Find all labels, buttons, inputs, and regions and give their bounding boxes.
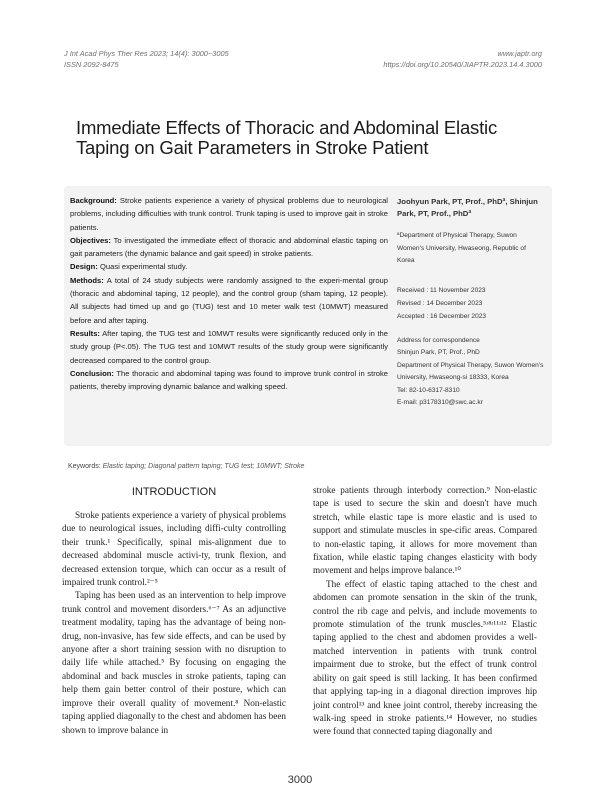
received-date: Received : 11 November 2023	[397, 286, 486, 294]
abstract-conclusion	[70, 367, 388, 394]
page-number: 3000	[287, 774, 313, 786]
abstract-results	[70, 327, 388, 367]
correspondence-email[interactable]: E-mail: p3178310@swc.ac.kr	[397, 399, 483, 406]
conclusion-label: Conclusion:	[70, 368, 114, 378]
correspondence-tel: Tel: 82-10-6317-8310	[397, 386, 460, 394]
journal-header-left	[64, 48, 229, 70]
intro-paragraph-3: stroke patients through interbody correction.⁹ Non-elastic tape is used to secure the skin and doesn't have much stretch, while elastic tape is more elastic and is used to support and stimulate muscles in spe-cific areas. Compared to non-elastic taping, it allows for more movement than fixation, while elastic taping changes elasticity with body movement and helps improve balance.¹⁰	[313, 485, 537, 576]
article-info	[397, 196, 545, 410]
keywords-text: Elastic taping; Diagonal pattern taping; TUG test; 10MWT; Stroke	[100, 463, 305, 470]
doi-link[interactable]: https://doi.org/10.20540/JIAPTR.2023.14.4.3000	[383, 60, 542, 69]
author-list: Joohyun Park, PT, Prof., PhDª, Shinjun Park, PT, Prof., PhDª	[397, 197, 538, 218]
abstract-design	[70, 260, 388, 273]
correspondence-department: Department of Physical Therapy, Suwon Women's University, Hwaseong-si 18333, Korea	[397, 361, 544, 381]
section-heading-introduction: INTRODUCTION	[131, 486, 217, 498]
journal-citation: J Int Acad Phys Ther Res 2023; 14(4): 3000~3005	[64, 49, 229, 58]
results-label: Results:	[70, 328, 100, 338]
intro-paragraph-1: Stroke patients experience a variety of physical problems due to neurological issues, including diffi-culty controlling their trunk.¹ Specifically, spinal mis-alignment due to decreased abdominal muscle activi-ty, trunk flexion, and decreased extension torque, which can occur as a result of impaired trunk control.²⁻⁵	[62, 510, 286, 588]
design-text: Quasi experimental study.	[97, 262, 188, 272]
author-affiliation: ªDepartment of Physical Therapy, Suwon Women's University, Hwaseong, Republic of Korea	[397, 232, 526, 264]
abstract-box	[64, 186, 552, 446]
journal-header-right	[383, 48, 542, 70]
keywords-label: Keywords:	[68, 463, 101, 470]
background-label: Background:	[70, 196, 117, 205]
body-column-right	[313, 484, 537, 739]
objectives-text: To investigated the immediate effect of thoracic and abdominal elastic taping on gait parameters (the dynamic balance and gait speed) in stroke patients.	[70, 235, 388, 259]
methods-text: A total of 24 study subjects were randomly assigned to the experi-mental group (thoracic and abdominal taping, 12 people), and the control group (sham taping, 12 people). All subjects had timed up and go (TUG) test and 10 meter walk test (10MWT) measured before and after taping.	[70, 275, 388, 325]
methods-label: Methods:	[70, 275, 104, 285]
intro-paragraph-2: Taping has been used as an intervention to help improve trunk control and movement disorders.⁶⁻⁷ As an adjunctive treatment modality, taping has the advantage of being non-drug, non-invasive, has few side effects, and can be used by anyone after a short training session with no disruption to daily life while attached.⁵ By focusing on engaging the abdominal and back muscles in stroke patients, taping can help them gain better control of their posture, which can improve their overall quality of movement.⁸ Non-elastic taping applied diagonally to the chest and abdomen has been shown to improve balance in	[62, 590, 286, 735]
keywords-line	[68, 463, 304, 470]
journal-site-link[interactable]: www.japtr.org	[497, 49, 542, 58]
revised-date: Revised : 14 December 2023	[397, 299, 483, 307]
design-label: Design:	[70, 262, 98, 272]
objectives-label: Objectives:	[70, 235, 111, 245]
conclusion-text: The thoracic and abdominal taping was found to improve trunk control in stroke patients, thereby improving dynamic balance and walking speed.	[70, 368, 388, 392]
accepted-date: Accepted : 16 December 2023	[397, 312, 487, 320]
background-text: Stroke patients experience a variety of physical problems due to neurological problems, including difficulties with trunk control. Trunk taping is used to improve gait in stroke patients.	[70, 196, 388, 232]
abstract-methods	[70, 274, 388, 327]
article-dates	[397, 284, 545, 323]
results-text: After taping, the TUG test and 10MWT results were significantly reduced only in the study group (P<.05). The TUG test and 10MWT results of the study group were significantly decreased compared to the control group.	[70, 328, 388, 365]
intro-paragraph-4: The effect of elastic taping attached to the chest and abdomen can promote sensation in the skin of the trunk, control the rib cage and pelvis, and include movements to promote stimulation of the trunk muscles.⁵ʴ⁸ʴ¹¹ʴ¹² Elastic taping applied to the chest and abdomen provides a well-matched intervention in patients with trunk control impairment due to stroke, but the effect of trunk control ability on gait speed is still lacking. It has been confirmed that applying tap-ing in a diagonal direction improves hip joint control¹³ and knee joint control, thereby increasing the walk-ing speed in stroke patients.¹⁴ However, no studies were found that connected taping diagonally and	[313, 578, 537, 737]
article-title: Immediate Effects of Thoracic and Abdominal Elastic Taping on Gait Parameters in Stroke Patient	[76, 117, 498, 158]
abstract-objectives	[70, 234, 388, 261]
body-column-left	[62, 484, 286, 737]
abstract-background	[70, 194, 388, 234]
correspondence-name: Shinjun Park, PT, Prof., PhD	[397, 349, 480, 356]
journal-issn: ISSN 2092-8475	[64, 60, 119, 69]
correspondence-heading: Address for correspondence	[397, 336, 480, 344]
abstract-text	[70, 194, 388, 393]
